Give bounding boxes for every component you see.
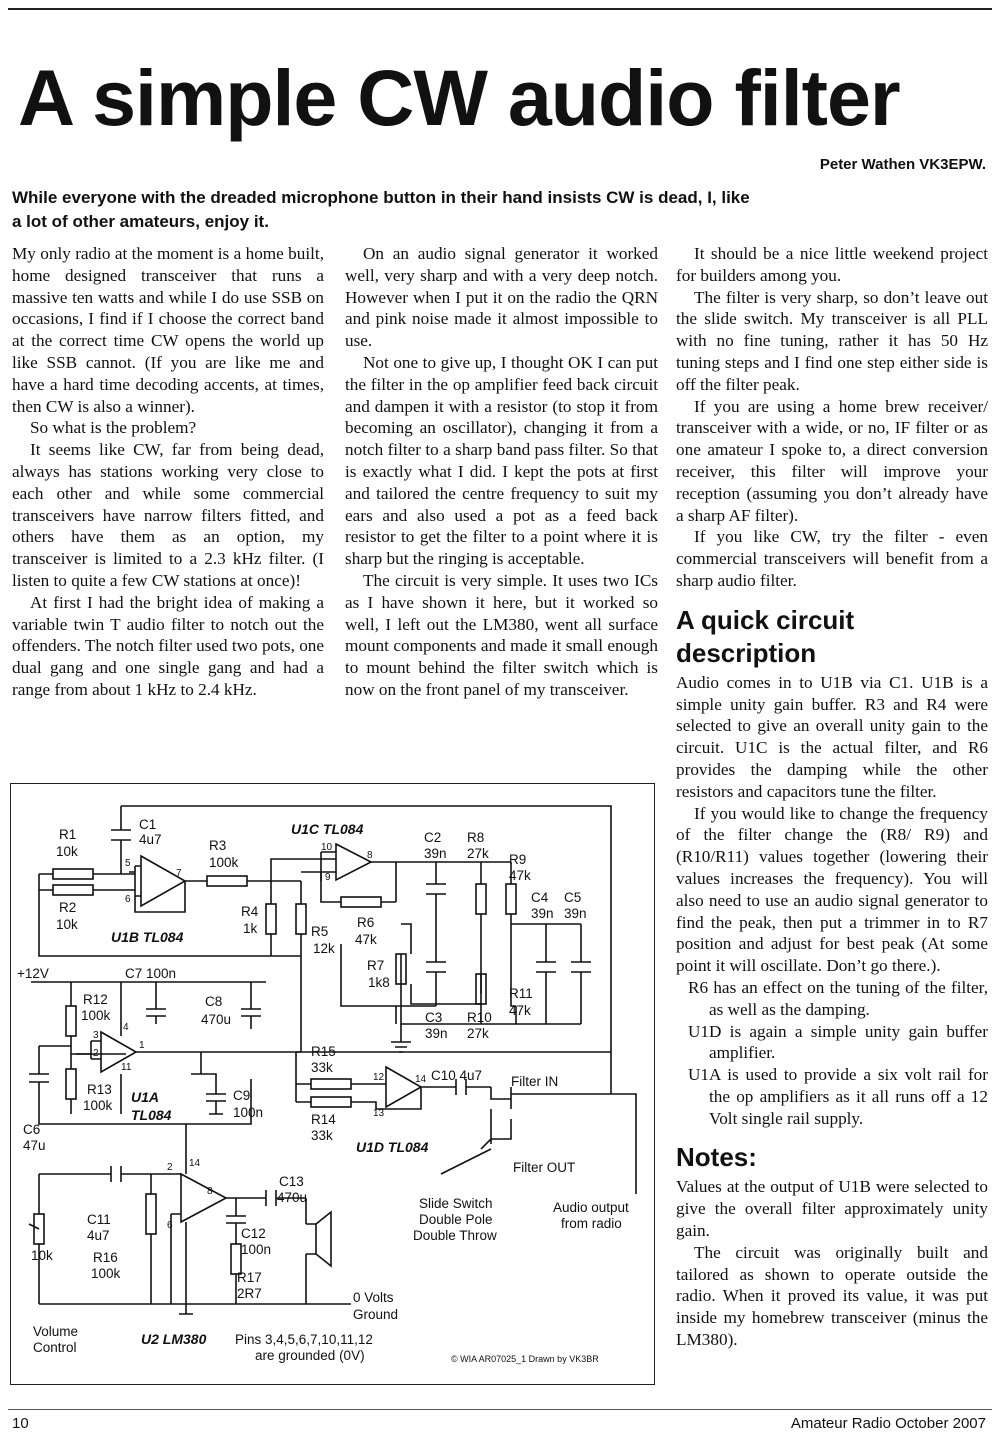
paragraph: R6 has an effect on the tuning of the filter, as well as the damping. <box>688 977 988 1019</box>
r12-value: 100k <box>81 1008 111 1023</box>
c6-label: C6 <box>23 1122 41 1137</box>
pin-label: 7 <box>176 868 182 879</box>
footer-rule <box>8 1409 992 1410</box>
r6-value: 47k <box>355 932 377 947</box>
u2-label: U2 LM380 <box>141 1331 207 1347</box>
filter-out-label: Filter OUT <box>513 1160 576 1175</box>
pin-label: 6 <box>125 894 131 905</box>
r15-label: R15 <box>311 1044 336 1059</box>
u1b-label: U1B TL084 <box>111 929 184 945</box>
r9-value: 47k <box>509 868 531 883</box>
c11-label: C11 <box>87 1212 111 1227</box>
pin-label: 2 <box>167 1162 173 1173</box>
switch-label-2: Double Pole <box>419 1212 493 1227</box>
section-heading: A quick circuit description <box>676 604 855 668</box>
paragraph: Values at the output of U1B were selected to give the overall filter approximately unity gain. <box>676 1177 988 1241</box>
c1-label: C1 <box>139 817 157 832</box>
article-title: A simple CW audio filter <box>18 53 900 142</box>
paragraph: U1D is again a simple unity gain buffer amplifier. <box>688 1021 988 1063</box>
pin-label: 9 <box>325 872 331 883</box>
r13-value: 100k <box>83 1098 113 1113</box>
column-1 <box>12 243 324 701</box>
r5-label: R5 <box>311 924 329 939</box>
paragraph: So what is the problem? <box>30 418 197 438</box>
magazine-issue: Amateur Radio October 2007 <box>790 1415 986 1432</box>
r15-value: 33k <box>311 1060 333 1075</box>
c12-label: C12 <box>241 1226 266 1241</box>
pins-note-2: are grounded (0V) <box>255 1348 365 1363</box>
u1c-label: U1C TL084 <box>291 821 364 837</box>
ground-label: 0 Volts <box>353 1290 394 1305</box>
c11-value: 4u7 <box>87 1228 110 1243</box>
column-3 <box>676 243 988 1351</box>
c9-label: C9 <box>233 1088 251 1103</box>
c6-value: 47u <box>23 1138 46 1153</box>
r11-label: R11 <box>509 986 533 1001</box>
c13-value: 470u <box>277 1190 308 1205</box>
u1a-value: TL084 <box>131 1107 172 1123</box>
r17-value: 2R7 <box>237 1286 262 1301</box>
paragraph: Audio comes in to U1B via C1. U1B is a simple unity gain buffer. R3 and R4 were selected to give an overall unity gain to the circuit. U1C is the actual filter, and R6 provides the damping while the other resistors and capacitors tune the filter. <box>676 672 988 801</box>
c8-label: C8 <box>205 994 223 1009</box>
ground-label-2: Ground <box>353 1307 399 1322</box>
filter-in-label: Filter IN <box>511 1074 559 1089</box>
r3-label: R3 <box>209 838 227 853</box>
paragraph: If you are using a home brew receiver/ transceiver with a wide, or no, IF filter or as one amateur I spoke to, a direct conversion receiver, this filter will improve your reception (assuming you don’t already have a sharp AF filter). <box>676 396 988 525</box>
c5-value: 39n <box>564 906 587 921</box>
r8-label: R8 <box>467 830 485 845</box>
r7-label: R7 <box>367 958 385 973</box>
u1a-label: U1A <box>131 1089 160 1105</box>
r8-value: 27k <box>467 846 489 861</box>
volume-label: Volume <box>33 1324 79 1339</box>
pin-label: 2 <box>93 1048 99 1059</box>
pin-label: 14 <box>415 1074 427 1085</box>
author-byline: Peter Wathen VK3EPW. <box>819 156 986 173</box>
r2-value: 10k <box>56 917 78 932</box>
c13-label: C13 <box>279 1174 304 1189</box>
r14-value: 33k <box>311 1128 333 1143</box>
paragraph: It seems like CW, far from being dead, always has stations working very close to each other and while some commercial transceivers have narrow filters fitted, and others have them as an option, my transceiver is limited to a 2.3 kHz filter. (I listen to quite a few CW stations at once)! <box>12 440 324 590</box>
column-2 <box>345 243 658 701</box>
pins-note: Pins 3,4,5,6,7,10,11,12 <box>235 1332 373 1347</box>
pin-label: 6 <box>167 1220 173 1231</box>
r13-label: R13 <box>87 1082 112 1097</box>
r6-label: R6 <box>357 915 375 930</box>
paragraph: On an audio signal generator it worked well, very sharp and with a very deep notch. However when I put it on the radio the QRN and pink noise made it almost impossible to use. <box>345 244 658 351</box>
r10-value: 27k <box>467 1026 489 1041</box>
paragraph: Not one to give up, I thought OK I can put the filter in the op amplifier feed back circuit and dampen it with a resistor (to stop it from becoming an oscillator), changing it from a notch filter to a sharp band pass filter. So that is exactly what I did. I kept the pots at first and tailored the centre frequency to suit my ears and also used a pot as a feed back resistor to get the filter to a point where it is sharp but the ringing is acceptable. <box>345 352 658 569</box>
r1-label: R1 <box>59 827 77 842</box>
c8-value: 470u <box>201 1012 232 1027</box>
c12-value: 100n <box>241 1242 272 1257</box>
switch-label: Slide Switch <box>419 1196 493 1211</box>
drawing-credit: © WIA AR07025_1 Drawn by VK3BR <box>451 1354 599 1364</box>
pin-label: 12 <box>373 1072 385 1083</box>
paragraph: The circuit was originally built and tailored as shown to operate outside the radio. When it proved its value, it was put inside my homebrew transceiver (minus the LM380). <box>676 1242 988 1350</box>
r17-label: R17 <box>237 1270 262 1285</box>
r10-label: R10 <box>467 1010 492 1025</box>
r4-label: R4 <box>241 904 259 919</box>
c1-value: 4u7 <box>139 832 162 847</box>
paragraph: My only radio at the moment is a home built, home designed transceiver that runs a massive ten watts and while I do use SSB on occasions, I find if I choose the correct band at the correct time CW opens the world up like SSB cannot. (If you are like me and have a hard time decoding accents, at times, then CW is also a winner). <box>12 244 324 416</box>
paragraph: It should be a nice little weekend project for builders among you. <box>676 244 988 285</box>
paragraph: If you like CW, try the filter - even commercial transceivers will benefit from a sharp audio filter. <box>676 527 988 590</box>
supply-label: +12V <box>17 966 49 981</box>
u1d-label: U1D TL084 <box>356 1139 429 1155</box>
pin-label: 3 <box>93 1030 99 1041</box>
circuit-schematic <box>10 783 655 1385</box>
r16-label: R16 <box>93 1250 118 1265</box>
c3-label: C3 <box>425 1010 443 1025</box>
r16-value: 100k <box>91 1266 121 1281</box>
page-number: 10 <box>12 1415 29 1432</box>
c2-label: C2 <box>424 830 442 845</box>
pin-label: 4 <box>123 1022 129 1033</box>
pin-label: 14 <box>189 1158 201 1169</box>
paragraph: U1A is used to provide a six volt rail for the op amplifiers as it all runs off a 12 Volt single rail supply. <box>688 1065 988 1128</box>
c2-value: 39n <box>424 846 447 861</box>
pin-label: 10 <box>321 842 333 853</box>
c4-value: 39n <box>531 906 554 921</box>
r11-value: 47k <box>509 1003 531 1018</box>
pin-label: 5 <box>125 858 131 869</box>
r2-label: R2 <box>59 900 77 915</box>
paragraph: The filter is very sharp, so don’t leave out the slide switch. My transceiver is all PLL with no fine tuning, rather it has 50 Hz tuning steps and I find one step either side is off the filter peak. <box>676 287 988 394</box>
c10-label: C10 4u7 <box>431 1068 483 1083</box>
r14-label: R14 <box>311 1112 336 1127</box>
r9-label: R9 <box>509 852 527 867</box>
pin-label: 8 <box>367 850 373 861</box>
r3-value: 100k <box>209 855 239 870</box>
audio-output-label-2: from radio <box>561 1216 622 1231</box>
pin-label: 8 <box>207 1186 213 1197</box>
c5-label: C5 <box>564 890 582 905</box>
r1-value: 10k <box>56 844 78 859</box>
r7-value: 1k8 <box>368 975 390 990</box>
c3-value: 39n <box>425 1026 448 1041</box>
section-heading: Notes: <box>676 1142 757 1173</box>
c4-label: C4 <box>531 890 549 905</box>
c9-value: 100n <box>233 1105 264 1120</box>
switch-label-3: Double Throw <box>413 1228 497 1243</box>
paragraph: If you would like to change the frequency of the filter change the (R8/ R9) and (R10/R11) values together (lowering their values increases the frequency). You will also need to use an audio signal generator to find the peak, then put a trimmer in to R7 position and adjust for best peak (At some point it will oscillate. Don’t go there.). <box>676 803 988 976</box>
audio-output-label: Audio output <box>553 1200 629 1215</box>
volume-pot-value: 10k <box>31 1248 53 1263</box>
intro-paragraph: While everyone with the dreaded microphone button in their hand insists CW is dead, I, like a lot of other amateurs, enjoy it. <box>12 188 750 231</box>
volume-label-2: Control <box>33 1340 77 1355</box>
c7-label: C7 100n <box>125 966 177 981</box>
pin-label: 13 <box>373 1108 385 1119</box>
paragraph: At first I had the bright idea of making a variable twin T audio filter to notch out the offenders. The notch filter used two pots, one dual gang and one single gang and had a range from about 1 kHz to 2.4 kHz. <box>12 592 325 699</box>
r4-value: 1k <box>243 921 258 936</box>
r5-value: 12k <box>313 941 335 956</box>
paragraph: The circuit is very simple. It uses two ICs as I have shown it here, but it worked so well, I left out the LM380, went all surface mount components and made it small enough to mount behind the filter switch which is now on the front panel of my transceiver. <box>345 570 658 699</box>
pin-label: 1 <box>139 1040 145 1051</box>
schematic-drawing <box>11 784 654 1384</box>
r12-label: R12 <box>83 992 108 1007</box>
top-rule <box>8 8 992 10</box>
pin-label: 11 <box>121 1062 132 1073</box>
